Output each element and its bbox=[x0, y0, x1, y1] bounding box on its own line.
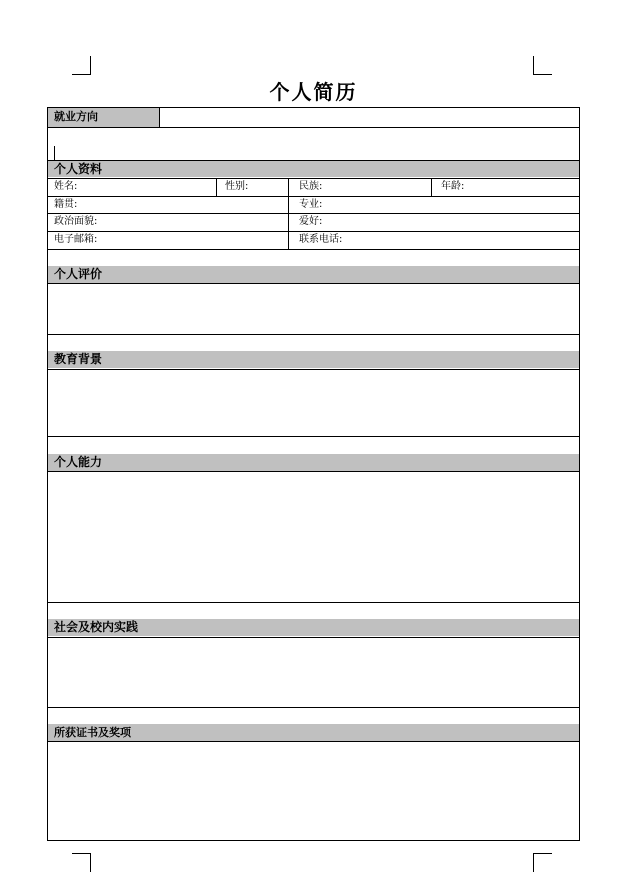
crop-mark-bottom-left bbox=[72, 853, 91, 872]
crop-mark-top-left bbox=[72, 56, 91, 75]
document-title: 个人简历 bbox=[269, 80, 358, 104]
age-field-label: 年龄: bbox=[441, 181, 465, 192]
ethnicity-field-label: 民族: bbox=[299, 181, 323, 192]
gender-field-label: 性别: bbox=[225, 181, 249, 192]
email-field-label: 电子邮箱: bbox=[54, 234, 98, 245]
education-heading: 教育背景 bbox=[54, 352, 103, 366]
major-field-label: 专业: bbox=[299, 199, 323, 210]
personal-info-heading: 个人资料 bbox=[54, 162, 103, 176]
evaluation-heading: 个人评价 bbox=[54, 267, 103, 281]
native-place-field-label: 籍贯: bbox=[54, 199, 78, 210]
resume-table bbox=[47, 107, 580, 841]
phone-field-label: 联系电话: bbox=[299, 234, 343, 245]
crop-mark-top-right bbox=[533, 56, 552, 75]
practice-heading: 社会及校内实践 bbox=[54, 620, 139, 634]
evaluation-header bbox=[48, 266, 579, 283]
personal-info-header bbox=[48, 160, 579, 177]
text-cursor bbox=[54, 146, 55, 160]
education-header bbox=[48, 351, 579, 368]
name-field-label: 姓名: bbox=[54, 181, 78, 192]
political-status-field-label: 政治面貌: bbox=[54, 216, 98, 227]
ability-heading: 个人能力 bbox=[54, 455, 103, 469]
career-heading: 就业方向 bbox=[54, 110, 98, 123]
ability-header bbox=[48, 454, 579, 471]
certificates-heading: 所获证书及奖项 bbox=[54, 726, 131, 739]
crop-mark-bottom-right bbox=[533, 853, 552, 872]
hobbies-field-label: 爱好: bbox=[299, 216, 323, 227]
